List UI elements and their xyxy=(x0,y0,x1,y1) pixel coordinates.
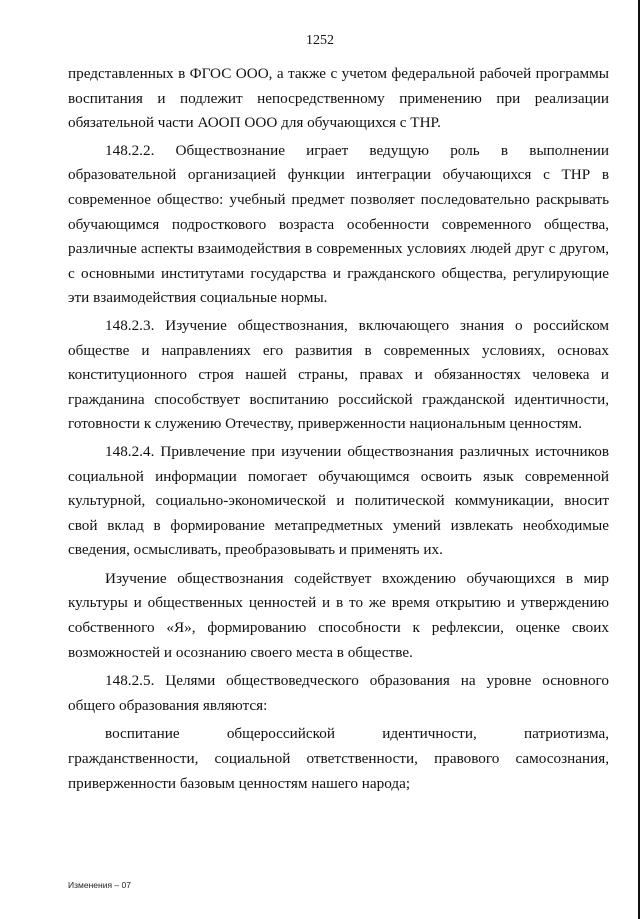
page-number: 1252 xyxy=(306,33,334,48)
paragraph-148-2-2: 148.2.2. Обществознание играет ведущую роль в выполнении образовательной организацией функции интеграции обучающихся с ТНР в современное общество: учебный предмет позволяет последовательно раскрывать обучающимся подросткового возраста особенности современного общества, различные аспекты взаимодействия в современных условиях людей друг с другом, с основными институтами государства и гражданского общества, регулирующие эти взаимодействия социальные нормы. xyxy=(68,141,609,307)
paragraph-148-2-3: 148.2.3. Изучение обществознания, включающего знания о российском обществе и направлениях его развития в современных условиях, основах конституционного строя нашей страны, правах и обязанностях человека и гражданина способствует воспитанию российской гражданской идентичности, готовности к служению Отечеству, приверженности национальным ценностям. xyxy=(68,316,609,433)
paragraph-goal-item: воспитание общероссийской идентичности, патриотизма, гражданственности, социальной ответственности, правового самосознания, приверженности базовым ценностям нашего народа; xyxy=(68,725,609,792)
revision-footer: Изменения – 07 xyxy=(68,880,131,890)
document-body xyxy=(68,62,609,796)
paragraph-continuation: представленных в ФГОС ООО, а также с учетом федеральной рабочей программы воспитания и подлежит непосредственному применению при реализации обязательной части АООП ООО для обучающихся с ТНР. xyxy=(68,65,609,132)
paragraph-148-2-4: 148.2.4. Привлечение при изучении обществознания различных источников социальной информации помогает обучающимся освоить язык современной культурной, социально-экономической и политической коммуникации, вносит свой вклад в формирование метапредметных умений извлекать необходимые сведения, осмысливать, преобразовывать и применять их. xyxy=(68,442,609,559)
paragraph-social-studies: Изучение обществознания содействует вхождению обучающихся в мир культуры и общественных ценностей и в то же время открытию и утверждению собственного «Я», формированию способности к рефлексии, оценке своих возможностей и осознанию своего места в обществе. xyxy=(68,569,609,661)
paragraph-148-2-5: 148.2.5. Целями обществоведческого образования на уровне основного общего образования являются: xyxy=(68,672,609,714)
